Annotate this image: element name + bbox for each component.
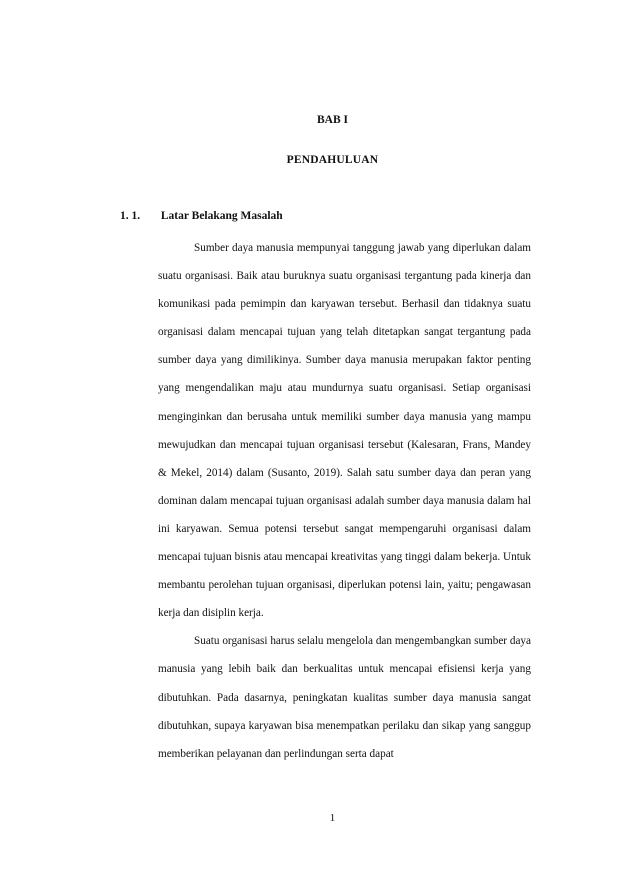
page-number: 1: [329, 812, 336, 824]
section-title: Latar Belakang Masalah: [160, 210, 283, 222]
paragraph: Sumber daya manusia mempunyai tanggung jawab yang diperlukan dalam suatu organisasi. Baik atau buruknya suatu organisasi tergantung pada kinerja dan komunikasi pada pemimpin dan karyawan tersebut. Berhasil dan tidaknya suatu organisasi dalam mencapai tujuan yang telah ditetapkan sangat tergantung pada sumber daya yang dimilikinya. Sumber daya manusia merupakan faktor penting yang mengendalikan maju atau mundurnya suatu organisasi. Setiap organisasi menginginkan dan berusaha untuk memiliki sumber daya manusia yang mampu mewujudkan dan mencapai tujuan organisasi tersebut (Kalesaran, Frans, Mandey & Mekel, 2014) dalam (Susanto, 2019). Salah satu sumber daya dan peran yang dominan dalam mencapai tujuan organisasi adalah sumber daya manusia dalam hal ini karyawan. Semua potensi tersebut sangat mempengaruhi organisasi dalam mencapai tujuan bisnis atau mencapai kreativitas yang tinggi dalam bekerja. Untuk membantu perolehan tujuan organisasi, diperlukan potensi lain, yaitu; pengawasan kerja dan disiplin kerja.: [158, 242, 531, 620]
section-number: 1. 1.: [120, 210, 141, 222]
chapter-title: PENDAHULUAN: [286, 154, 379, 166]
chapter-number: BAB I: [317, 114, 348, 126]
paragraph: Suatu organisasi harus selalu mengelola dan mengembangkan sumber daya manusia yang lebih baik dan berkualitas untuk mencapai efisiensi kerja yang dibutuhkan. Pada dasarnya, peningkatan kualitas sumber daya manusia sangat dibutuhkan, supaya karyawan bisa menempatkan perilaku dan sikap yang sanggup memberikan pelayanan dan perlindungan serta dapat: [158, 635, 531, 760]
body-text: [158, 234, 531, 768]
section-heading: [120, 210, 283, 222]
